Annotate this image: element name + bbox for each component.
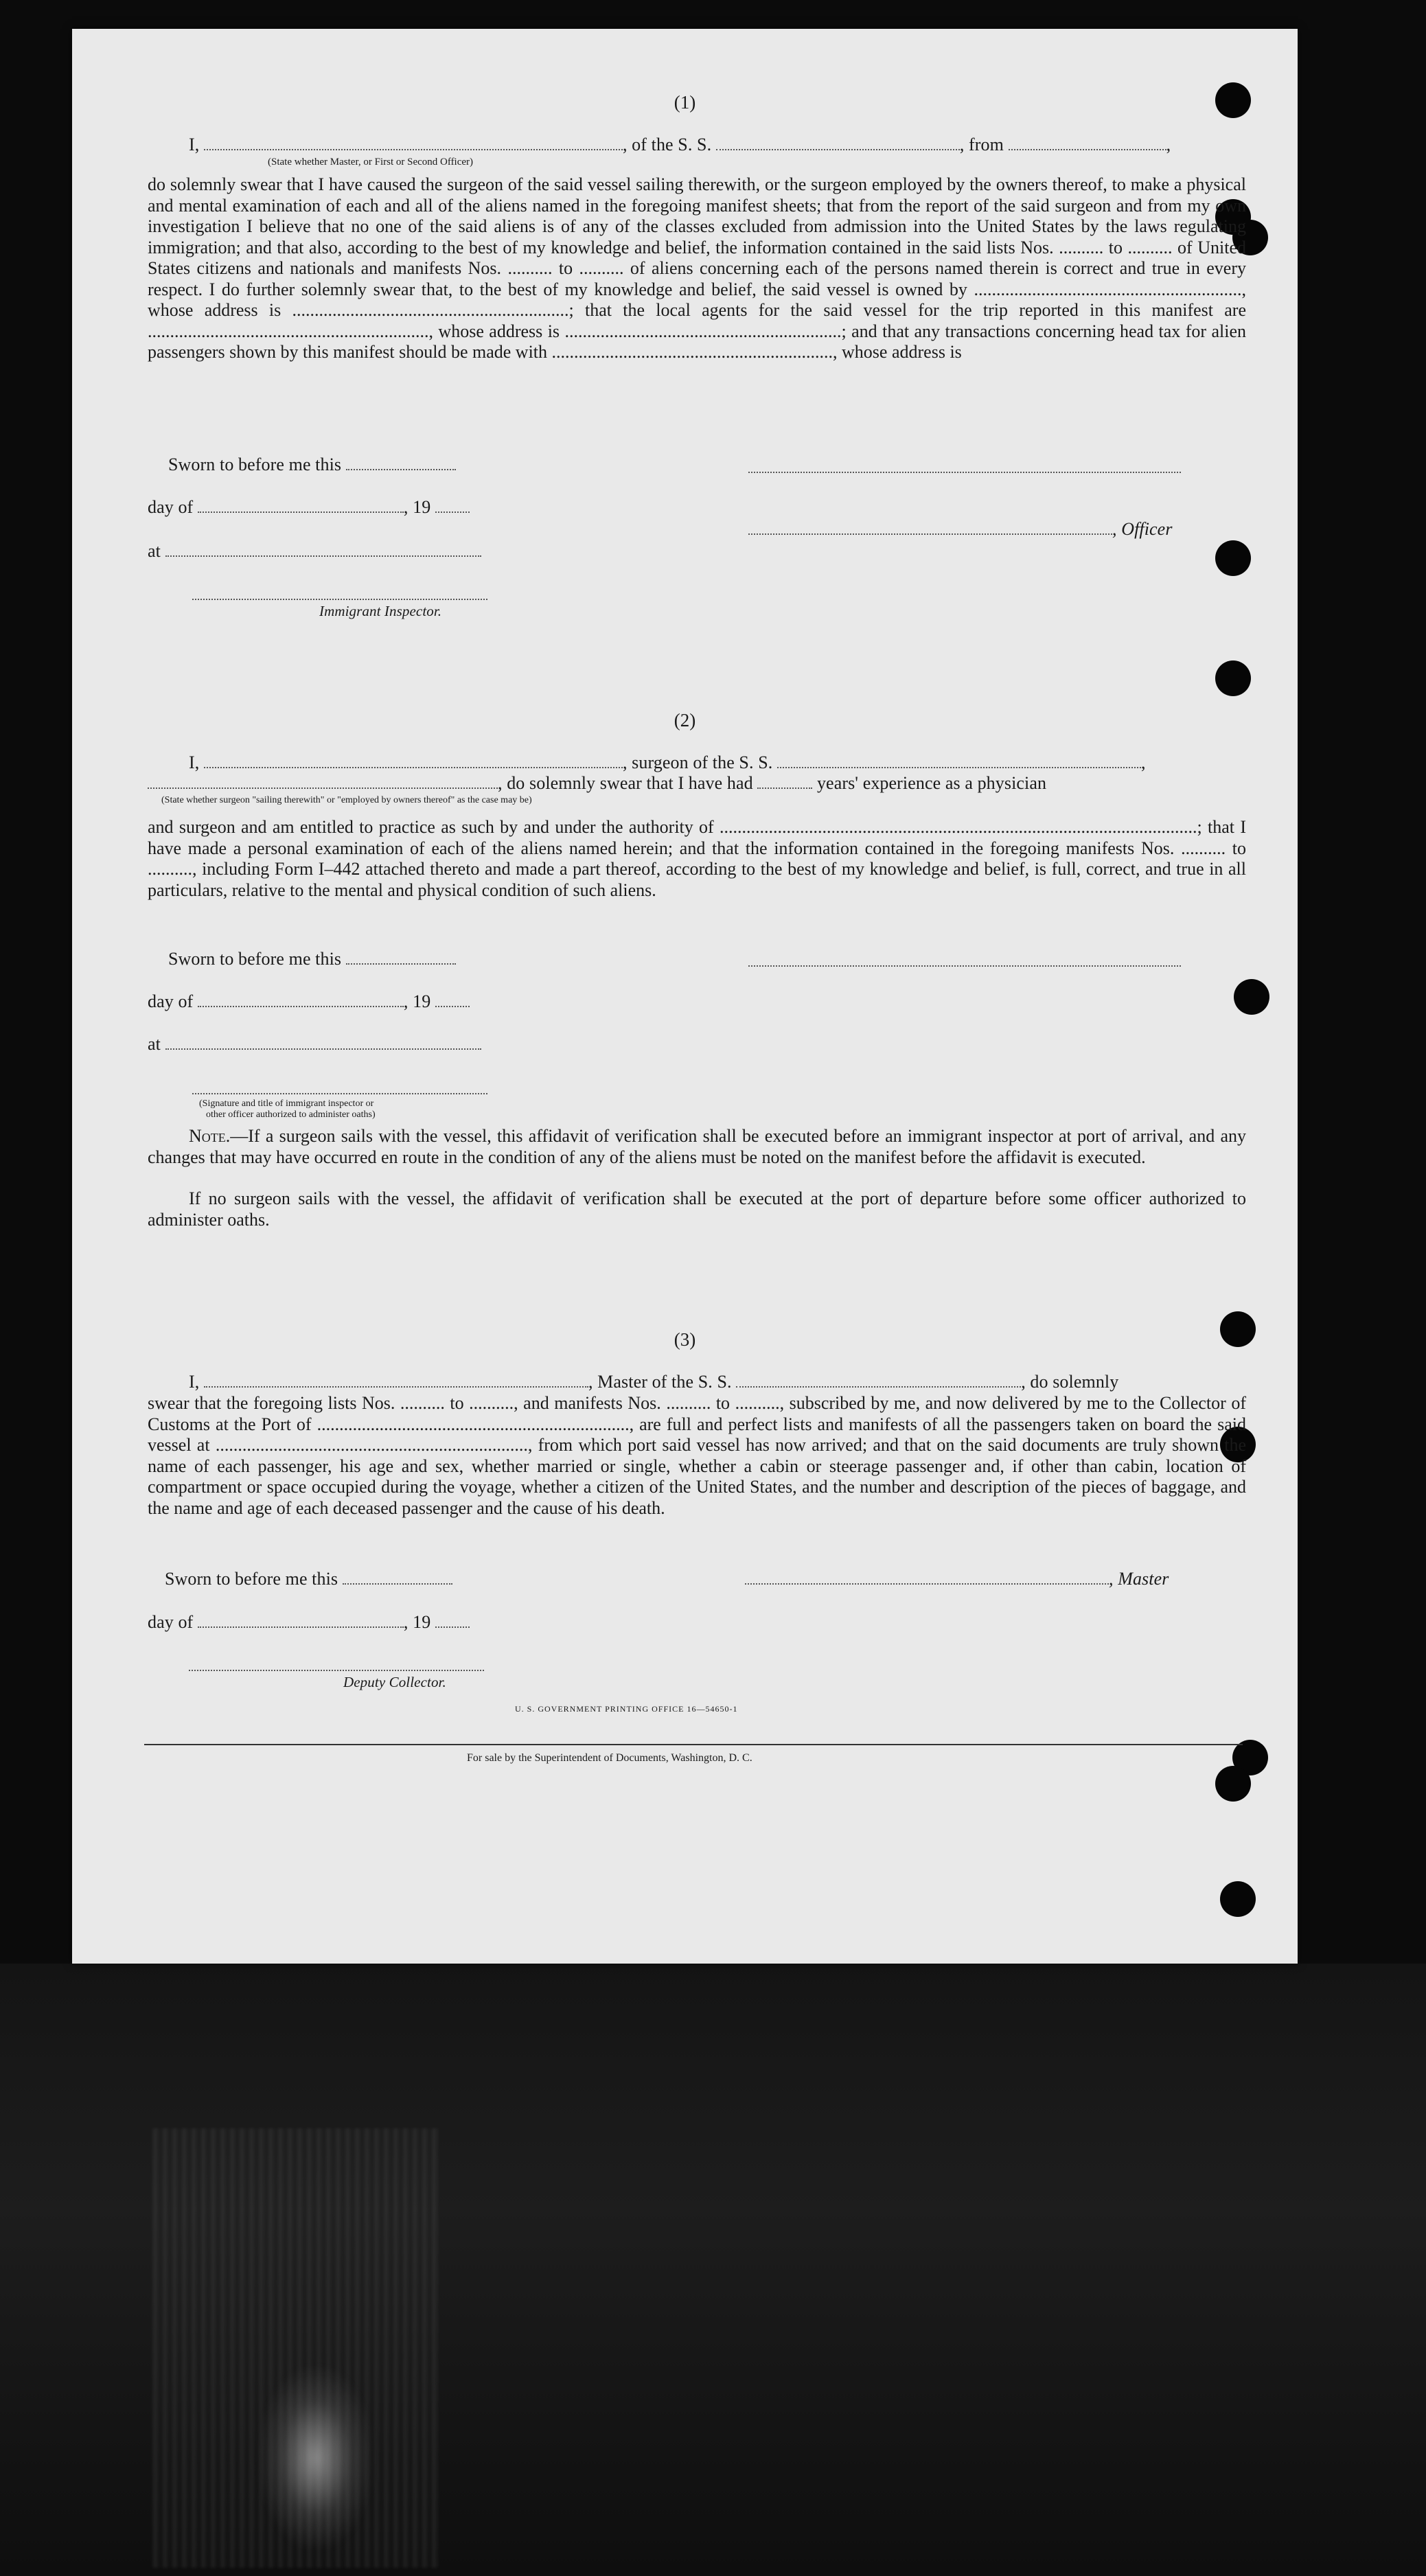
- section-2-swear-label: , do solemnly swear that I have had: [498, 773, 753, 793]
- year-field[interactable]: [435, 499, 470, 513]
- section-3-solemnly-label: , do solemnly: [1021, 1372, 1119, 1392]
- day-of-field[interactable]: [198, 993, 404, 1007]
- section-2-second-line: [148, 773, 1046, 794]
- year-label: , 19: [403, 497, 431, 517]
- section-2-ship-label: , surgeon of the S. S.: [622, 752, 773, 772]
- note-paragraph: [148, 1126, 1246, 1168]
- signature-caption-1: (Signature and title of immigrant inspector or: [199, 1099, 374, 1109]
- at-place-field[interactable]: [165, 1036, 481, 1050]
- sworn-date-field[interactable]: [346, 457, 456, 470]
- section-2-first-line: I, , surgeon of the S. S. ,: [189, 752, 1146, 772]
- day-of-label: day of: [148, 1612, 194, 1632]
- note-label: Note.: [189, 1126, 231, 1146]
- section-1-day-line: [148, 497, 470, 518]
- section-2-number: (2): [674, 710, 696, 731]
- year-field[interactable]: [435, 993, 470, 1007]
- section-2-prefix: I,: [189, 752, 200, 772]
- punch-hole: [1234, 979, 1269, 1015]
- at-place-field[interactable]: [165, 543, 481, 557]
- section-1-number: (1): [674, 92, 696, 113]
- section-3-prefix: I,: [189, 1372, 200, 1392]
- section-2-sworn-line: [168, 949, 456, 969]
- sworn-label: Sworn to before me this: [168, 949, 342, 969]
- printer-line: U. S. GOVERNMENT PRINTING OFFICE 16—54650-1: [515, 1704, 738, 1714]
- master-label: , Master: [1109, 1569, 1169, 1589]
- surgeon-name-field[interactable]: [204, 755, 623, 768]
- sworn-label: Sworn to before me this: [165, 1569, 338, 1589]
- at-label: at: [148, 541, 161, 561]
- day-of-field[interactable]: [198, 499, 404, 513]
- section-3-ship-label: , Master of the S. S.: [588, 1372, 732, 1392]
- section-2-at-line: [148, 1034, 481, 1055]
- ship-name-field[interactable]: [716, 137, 960, 150]
- section-1-ship-label: , of the S. S.: [622, 135, 712, 154]
- section-3-day-line: [148, 1612, 470, 1633]
- sworn-date-field[interactable]: [346, 951, 456, 965]
- sworn-date-field[interactable]: [343, 1571, 452, 1585]
- year-label: , 19: [403, 1612, 431, 1632]
- inspector-label: Immigrant Inspector.: [319, 603, 442, 619]
- officer-label: , Officer: [1112, 519, 1173, 539]
- day-of-label: day of: [148, 497, 194, 517]
- master-name-field[interactable]: [204, 137, 623, 150]
- master-name-field[interactable]: [204, 1374, 588, 1388]
- sworn-label: Sworn to before me this: [168, 455, 342, 474]
- surgeon-status-field[interactable]: [148, 775, 498, 789]
- section-3-number: (3): [674, 1329, 696, 1350]
- note-paragraph-2: If no surgeon sails with the vessel, the affidavit of verification shall be executed at the port of departure before some officer authorized to administer oaths.: [148, 1188, 1246, 1230]
- section-1-from-label: , from: [959, 135, 1004, 154]
- section-1-officer-line: [748, 519, 1173, 540]
- section-2-caption: (State whether surgeon "sailing therewith" or "employed by owners thereof" as the case may be): [161, 795, 532, 805]
- section-1-prefix: I,: [189, 135, 200, 154]
- section-3-master-line: [745, 1569, 1169, 1589]
- section-1-at-line: [148, 541, 481, 562]
- section-2-ship-name-field[interactable]: [777, 755, 1141, 768]
- master-signature-field[interactable]: [745, 1571, 1109, 1585]
- section-1-caption: (State whether Master, or First or Second Officer): [268, 157, 474, 168]
- section-1-paragraph: do solemnly swear that I have caused the surgeon of the said vessel sailing therewith, or the surgeon employed by the owners thereof, to make a physical and mental examination of each and all of the aliens named in the foregoing manifest sheets; that from the report of the said surgeon and from my own investigation I believe that no one of the said aliens is of any of the classes excluded from admission into the United States by the laws regulating immigration; and that also, according to the best of my knowledge and belief, the information contained in the said lists Nos. .......... to .......... of United States citizens and nationals and manifests Nos. .......... to .......... of aliens concerning each of the persons named therein is correct and true in every respect. I do further solemnly swear that, to the best of my knowledge and belief, the said vessel is owned by ............................................................, whose address is ..............................................................; that the local agents for the said vessel for the trip reported in this manifest are ..............................................................., whose address is ..............................................................; and that any transactions concerning head tax for alien passengers shown by this manifest should be made with ..............................................................., whose address is: [148, 174, 1246, 362]
- years-experience-field[interactable]: [757, 775, 812, 789]
- manifest-form-page: [72, 29, 1298, 1964]
- section-2-paragraph: and surgeon and am entitled to practice as such by and under the authority of ...........................................................................................................; that I have made a personal examination of each of the aliens named herein; and that the information contained in the foregoing manifests Nos. .......... to .........., including Form I–442 attached thereto and made a part thereof, according to the best of my knowledge and belief, is full, correct, and true in all particulars, relative to the mental and physical condition of such aliens.: [148, 817, 1246, 900]
- officer-title-field[interactable]: [748, 521, 1112, 535]
- inspector-signature-field[interactable]: [192, 599, 487, 600]
- punch-hole: [1220, 1881, 1256, 1917]
- sale-notice: For sale by the Superintendent of Documents, Washington, D. C.: [467, 1752, 752, 1764]
- signature-caption-2: other officer authorized to administer oaths): [206, 1109, 376, 1120]
- punch-hole: [1215, 1766, 1251, 1802]
- from-port-field[interactable]: [1009, 137, 1166, 150]
- section-2-day-line: [148, 991, 470, 1012]
- section-1-sworn-line: [168, 455, 456, 475]
- collector-label: Deputy Collector.: [343, 1674, 446, 1690]
- section-1-first-line: I, , of the S. S. , from ,: [189, 135, 1171, 154]
- section-3-first-line: [189, 1372, 1118, 1392]
- note-text: —If a surgeon sails with the vessel, this affidavit of verification shall be executed before an immigrant inspector at port of arrival, and any changes that may have occurred en route in the condition of any of the aliens must be noted on the manifest before the affidavit is executed.: [148, 1126, 1246, 1167]
- surgeon-signature-field[interactable]: [748, 965, 1181, 967]
- year-field[interactable]: [435, 1614, 470, 1628]
- section-3-sworn-line: [165, 1569, 452, 1589]
- collector-signature-field[interactable]: [189, 1670, 484, 1671]
- at-label: at: [148, 1034, 161, 1054]
- officer-signature-field[interactable]: [748, 472, 1181, 473]
- day-of-field[interactable]: [198, 1614, 404, 1628]
- section-2-years-label: years' experience as a physician: [816, 773, 1047, 793]
- inspector-signature-field[interactable]: [192, 1093, 487, 1094]
- section-3-paragraph: swear that the foregoing lists Nos. .......... to .........., and manifests Nos. .......... to .........., subscribed by me, and now delivered by me to the Collector of Customs at the Port of ......................................................................, are full and perfect lists and manifests of all the passengers taken on board the said vessel at ......................................................................, from which port said vessel has now arrived; and that on the said documents are truly shown the name of each passenger, his age and sex, whether married or single, whether a cabin or steerage passenger and, if other than cabin, location of compartment or space occupied during the voyage, whether a citizen of the United States, and the number and description of the pieces of baggage, and the name and age of each deceased passenger and the cause of his death.: [148, 1393, 1246, 1518]
- punch-hole: [1215, 540, 1251, 576]
- day-of-label: day of: [148, 991, 194, 1011]
- film-glow: [261, 2369, 371, 2547]
- footer-rule: [144, 1744, 1243, 1745]
- punch-hole: [1215, 660, 1251, 696]
- year-label: , 19: [403, 991, 431, 1011]
- section-3-ship-name-field[interactable]: [736, 1374, 1021, 1388]
